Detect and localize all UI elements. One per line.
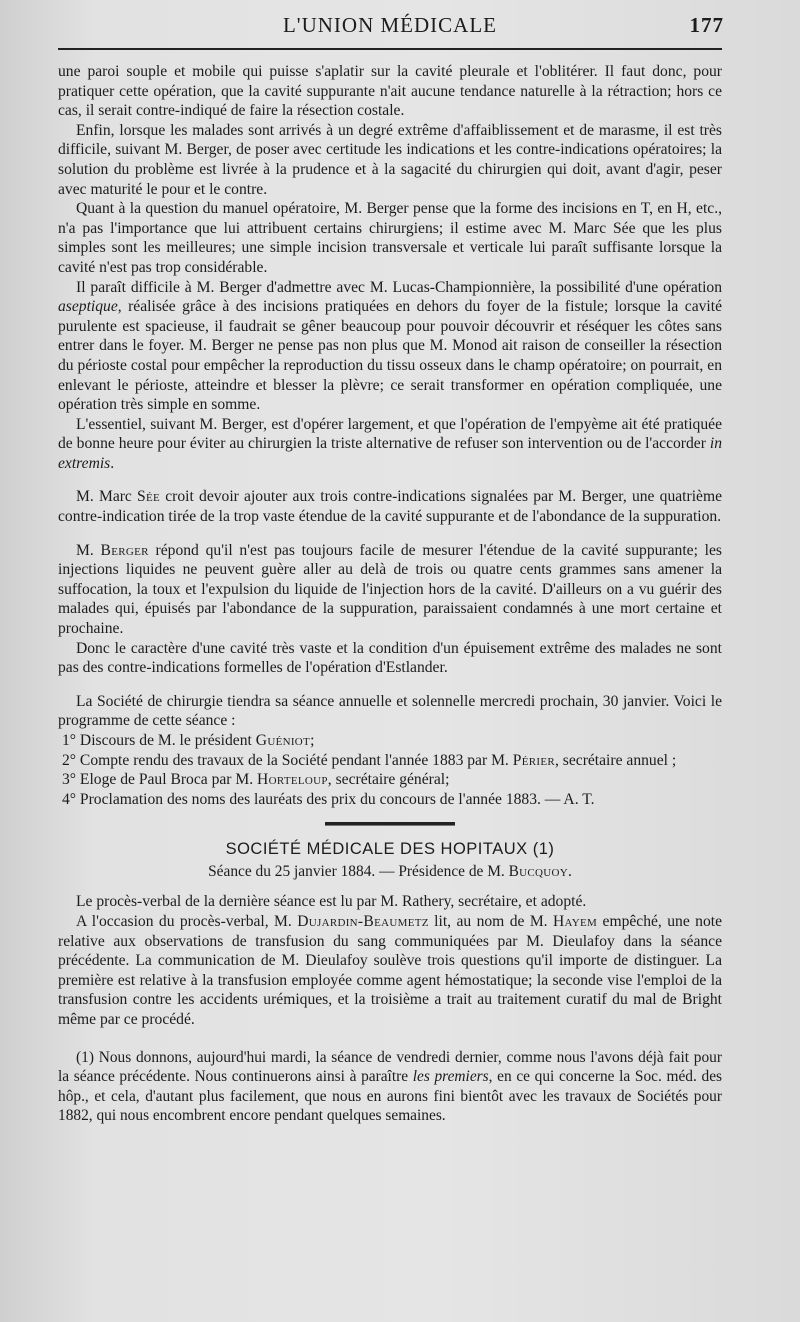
text-run: , réalisée grâce à des incisions pratiquées en dehors du foyer de la fistule; lorsque la cavité purulente est spacieuse, il faudrait se gêner beaucoup pour pouvoir découvrir et réséquer les côtes sans entrer dans le foyer. M. Berger ne pense pas non plus que M. Monod ait raison de conseiller la résection du périoste costal pour empêcher la reproduction du tissu osseux dans le champ opératoire; on pourrait, en enlevant le périoste, atteindre et blesser la plèvre; ce serait transformer en opération compliquée, une opération très simple en somme. bbox=[58, 298, 722, 414]
president-name: Bucquoy bbox=[508, 863, 569, 881]
text-run: , secrétaire annuel ; bbox=[554, 751, 677, 769]
paragraph-9: La Société de chirurgie tiendra sa séance annuelle et solennelle mercredi prochain, 30 janvier. Voici le programme de cette séance : bbox=[58, 692, 722, 730]
page-number: 177 bbox=[689, 13, 724, 37]
paragraph-7 bbox=[58, 541, 722, 639]
text-run: ; bbox=[310, 732, 315, 749]
list-item bbox=[58, 731, 722, 751]
session-line bbox=[58, 863, 722, 881]
speaker-name: Hayem bbox=[552, 912, 598, 930]
list-item: 4° Proclamation des noms des lauréats des prix du concours de l'année 1883. — A. T. bbox=[62, 790, 595, 808]
footnote-text bbox=[58, 1048, 722, 1126]
text-run: . bbox=[110, 454, 115, 472]
speaker-name: Berger bbox=[100, 541, 149, 559]
text-run: 2° Compte rendu des travaux de la Société pendant l'année 1883 par M. bbox=[62, 751, 513, 769]
italic-term: les premiers bbox=[412, 1068, 489, 1086]
paragraph-10: Le procès-verbal de la dernière séance est lu par M. Rathery, secrétaire, et adopté. bbox=[76, 893, 587, 911]
text-run: empêché, une note relative aux observations de transfusion du sang communiquées par M. Dieulafoy dans la séance précédente. La communication de M. Dieulafoy soulève trois questions qu'il importe de distinguer. La première est relative à la transfusion employée comme agent hémostatique; la seconde vise l'emploi de la transfusion contre les accidents urémiques, et la troisième a trait au traitement curatif du mal de Bright même par ce procédé. bbox=[58, 912, 722, 1028]
section-title: SOCIÉTÉ MÉDICALE DES HOPITAUX (1) bbox=[225, 840, 555, 859]
running-head bbox=[58, 10, 722, 40]
paragraph-4 bbox=[58, 278, 722, 415]
paragraph-1: une paroi souple et mobile qui puisse s'aplatir sur la cavité pleurale et l'oblitérer. Il faut donc, pour pratiquer cette opération, que la cavité suppurante n'ait aucune tendance naturelle à la rétraction; hors ce cas, il serait contre-indiqué de faire la résection costale. bbox=[58, 63, 722, 120]
text-run: . bbox=[568, 863, 572, 881]
text-run: croit devoir ajouter aux trois contre-indications signalées par M. Berger, une quatrième contre-indication tirée de la trop vaste étendue de la cavité suppurante et de l'abondance de la suppuration. bbox=[58, 488, 722, 526]
section-divider bbox=[325, 822, 455, 826]
text-run: Séance du 25 janvier 1884. — Présidence de M. bbox=[208, 863, 509, 881]
programme-list bbox=[58, 731, 722, 809]
italic-term: aseptique bbox=[58, 298, 118, 316]
paragraph-11 bbox=[58, 912, 722, 1030]
paragraph-2: Enfin, lorsque les malades sont arrivés à un degré extrême d'affaiblissement et de marasme, il est très difficile, suivant M. Berger, de poser avec certitude les indications et les contre-indications opératoires; la solution du problème est livrée à la prudence et à la sagacité du chirurgien qui doit, avant d'agir, peser avec maturité le pour et le contre. bbox=[58, 121, 722, 198]
speaker-name: Dujardin-Beaumetz bbox=[297, 912, 429, 930]
footnote bbox=[58, 1048, 722, 1126]
text-run: M. bbox=[76, 541, 101, 559]
paragraph-5 bbox=[58, 415, 722, 474]
speaker-name: Sée bbox=[137, 488, 161, 506]
text-run: M. Marc bbox=[76, 488, 138, 506]
journal-title: L'UNION MÉDICALE bbox=[282, 13, 497, 37]
text-run: , en ce qui concerne la Soc. méd. des hôp., et cela, d'autant plus facilement, que nous en aurons fini bientôt avec les travaux de Sociétés pour 1882, qui nous encombrent encore pendant quelques semaines. bbox=[58, 1068, 723, 1125]
paragraph-3: Quant à la question du manuel opératoire, M. Berger pense que la forme des incisions en T, en H, etc., n'a pas l'importance que lui attribuent certains chirurgiens; il estime avec M. Marc Sée que les plus simples sont les meilleures; une simple incision transversale et verticale lui paraît suffisante lorsque la cavité n'est pas trop considérable. bbox=[58, 200, 722, 276]
text-run: lit, au nom de M. bbox=[428, 912, 553, 930]
person-name: Guéniot bbox=[255, 732, 311, 749]
text-run: (1) Nous donnons, aujourd'hui mardi, la séance de vendredi dernier, comme nous l'avons déjà fait pour la séance précédente. Nous continuerons ainsi à paraître bbox=[58, 1048, 722, 1086]
list-item bbox=[58, 770, 722, 790]
text-run: L'essentiel, suivant M. Berger, est d'opérer largement, et que l'opération de l'empyème ait été pratiquée de bonne heure pour éviter au chirurgien la triste alternative de refuser son intervention ou de l'accorder bbox=[58, 415, 722, 453]
text-run: A l'occasion du procès-verbal, M. bbox=[76, 912, 298, 930]
paragraph-6 bbox=[58, 487, 722, 526]
header-rule bbox=[58, 48, 722, 50]
text-run: , secrétaire général; bbox=[327, 771, 450, 789]
person-name: Périer bbox=[512, 751, 555, 769]
person-name: Horteloup bbox=[257, 771, 328, 789]
article-body bbox=[58, 62, 722, 1126]
paragraph-8: Donc le caractère d'une cavité très vaste et la condition d'un épuisement extrême des malades ne sont pas des contre-indications formelles de l'opération d'Estlander. bbox=[58, 639, 722, 677]
text-run: Il paraît difficile à M. Berger d'admettre avec M. Lucas-Championnière, la possibilité d'une opération bbox=[76, 278, 722, 296]
text-run: 3° Eloge de Paul Broca par M. bbox=[62, 771, 258, 789]
list-item bbox=[58, 751, 722, 771]
text-run: répond qu'il n'est pas toujours facile de mesurer l'étendue de la cavité suppurante; les injections liquides ne peuvent guère aller au delà de trois ou quatre cents grammes sans amener la suffocation, la toux et l'expulsion du liquide de l'injection hors de la cavité. D'ailleurs on a vu guérir des malades qui, épuisés par l'abondance de la suppuration, paraissaient condamnés à une mort certaine et prochaine. bbox=[58, 541, 722, 638]
italic-term: in extremis bbox=[58, 435, 722, 472]
text-run: 1° Discours de M. le président bbox=[62, 732, 256, 749]
